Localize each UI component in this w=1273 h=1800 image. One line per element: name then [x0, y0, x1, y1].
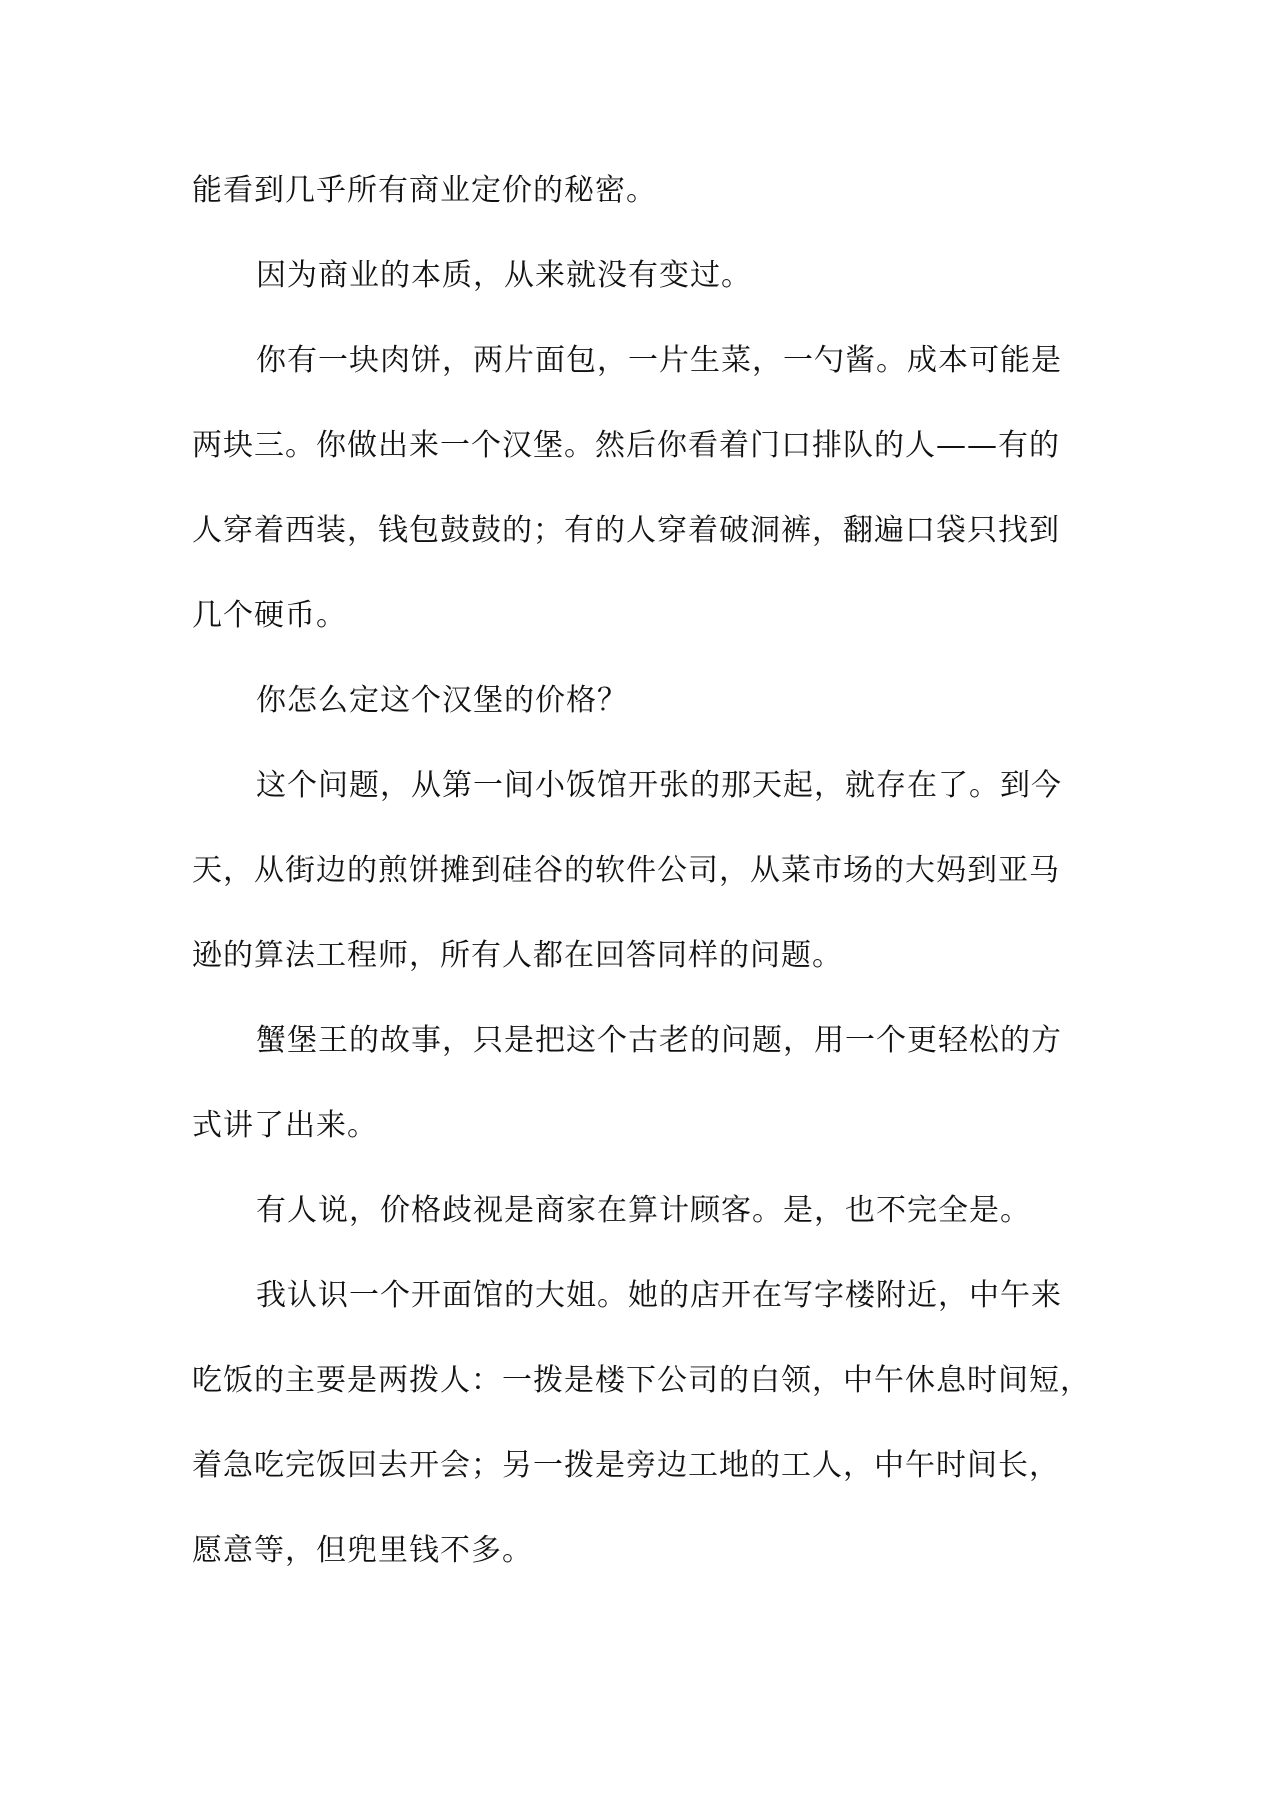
text-line: 愿意等，但兜里钱不多。: [192, 1533, 533, 1568]
paragraph-line: 你怎么定这个汉堡的价格？: [256, 683, 628, 718]
paragraph-line: 蟹堡王的故事，只是把这个古老的问题，用一个更轻松的方: [256, 1023, 1062, 1058]
text-line: 逊的算法工程师，所有人都在回答同样的问题。: [192, 938, 843, 973]
paragraph-line: 有人说，价格歧视是商家在算计顾客。是，也不完全是。: [256, 1193, 1031, 1228]
text-line: 吃饭的主要是两拨人：一拨是楼下公司的白领，中午休息时间短，: [192, 1363, 1091, 1398]
paragraph-line: 因为商业的本质，从来就没有变过。: [256, 258, 752, 293]
text-line: 两块三。你做出来一个汉堡。然后你看着门口排队的人——有的: [192, 428, 1060, 463]
paragraph-line: 这个问题，从第一间小饭馆开张的那天起，就存在了。到今: [256, 768, 1062, 803]
paragraph-line: 你有一块肉饼，两片面包，一片生菜，一勺酱。成本可能是: [256, 343, 1062, 378]
document-body: [192, 168, 1091, 1613]
text-line: 几个硬币。: [192, 598, 347, 633]
text-line: 着急吃完饭回去开会；另一拨是旁边工地的工人，中午时间长，: [192, 1448, 1060, 1483]
paragraph-line: 我认识一个开面馆的大姐。她的店开在写字楼附近，中午来: [256, 1278, 1062, 1313]
text-line: 能看到几乎所有商业定价的秘密。: [192, 173, 657, 208]
text-line: 人穿着西装，钱包鼓鼓的；有的人穿着破洞裤，翻遍口袋只找到: [192, 513, 1060, 548]
text-line: 天，从街边的煎饼摊到硅谷的软件公司，从菜市场的大妈到亚马: [192, 853, 1060, 888]
text-line: 式讲了出来。: [192, 1108, 378, 1143]
